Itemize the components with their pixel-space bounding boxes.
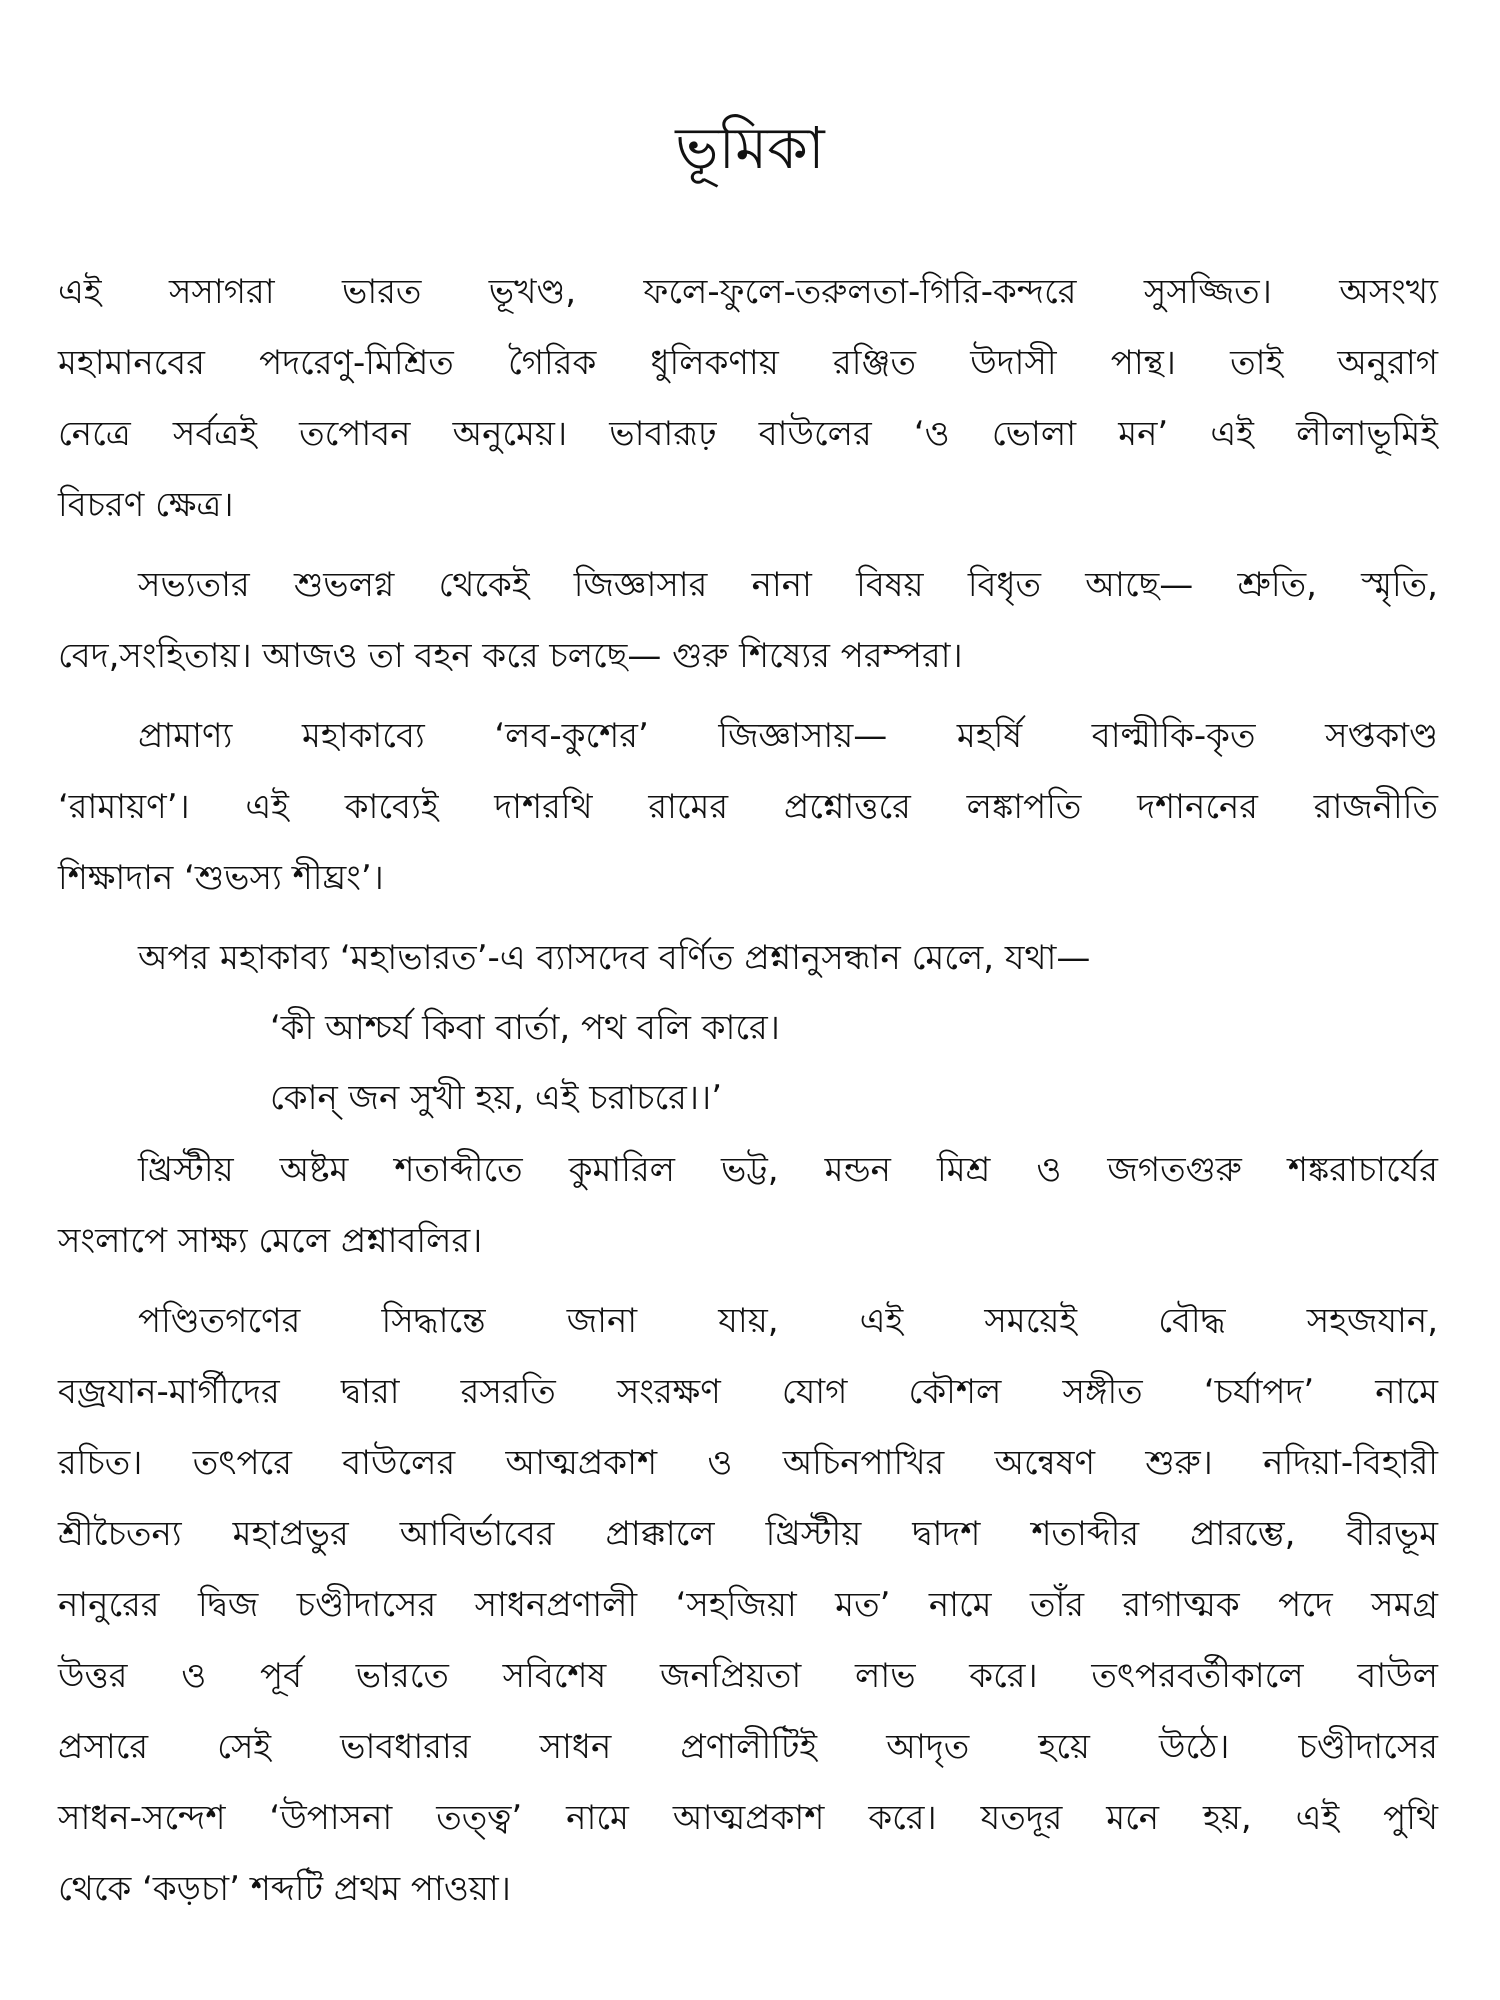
text-line: প্রসারে সেই ভাবধারার সাধন প্রণালীটিই আদৃত হয়ে উঠে। চণ্ডীদাসের — [58, 1727, 1438, 1767]
text-line: অপর মহাকাব্য ‘মহাভারত’-এ ব্যাসদেব বর্ণিত প্রশ্নানুসন্ধান মেলে, যথা— — [138, 938, 1091, 978]
text-line: খ্রিস্টীয় অষ্টম শতাব্দীতে কুমারিল ভট্ট, মন্ডন মিশ্র ও জগতগুরু শঙ্করাচার্যের — [138, 1150, 1438, 1190]
text-line: বজ্রযান-মার্গীদের দ্বারা রসরতি সংরক্ষণ যোগ কৌশল সঙ্গীত ‘চর্যাপদ’ নামে — [58, 1372, 1438, 1412]
text-line: মহামানবের পদরেণু-মিশ্রিত গৈরিক ধুলিকণায় রঞ্জিত উদাসী পান্থ। তাই অনুরাগ — [58, 343, 1438, 383]
text-line: থেকে ‘কড়চা’ শব্দটি প্রথম পাওয়া। — [58, 1869, 511, 1909]
text-line: শিক্ষাদান ‘শুভস্য শীঘ্রং’। — [58, 858, 384, 898]
text-line: সংলাপে সাক্ষ্য মেলে প্রশ্নাবলির। — [58, 1221, 483, 1261]
text-line: সাধন-সন্দেশ ‘উপাসনা তত্ত্ব’ নামে আত্মপ্রকাশ করে। যতদূর মনে হয়, এই পুথি — [58, 1798, 1438, 1838]
text-line: বেদ,সংহিতায়। আজও তা বহন করে চলছে— গুরু শিষ্যের পরম্পরা। — [58, 636, 963, 676]
text-line: সভ্যতার শুভলগ্ন থেকেই জিজ্ঞাসার নানা বিষয় বিধৃত আছে— শ্রুতি, স্মৃতি, — [138, 565, 1438, 605]
text-line: বিচরণ ক্ষেত্র। — [58, 485, 234, 525]
text-line: ‘রামায়ণ’। এই কাব্যেই দাশরথি রামের প্রশ্নোত্তরে লঙ্কাপতি দশাননের রাজনীতি — [58, 787, 1438, 827]
text-line: উত্তর ও পূর্ব ভারতে সবিশেষ জনপ্রিয়তা লাভ করে। তৎপরবর্তীকালে বাউল — [58, 1656, 1438, 1696]
text-line: নানুরের দ্বিজ চণ্ডীদাসের সাধনপ্রণালী ‘সহজিয়া মত’ নামে তাঁর রাগাত্মক পদে সমগ্র — [58, 1585, 1438, 1625]
text-line: নেত্রে সর্বত্রই তপোবন অনুমেয়। ভাবারূঢ় বাউলের ‘ও ভোলা মন’ এই লীলাভূমিই — [58, 414, 1438, 454]
verse-line: কোন্ জন সুখী হয়, এই চরাচরে।।’ — [270, 1078, 722, 1118]
text-line: প্রামাণ্য মহাকাব্যে ‘লব-কুশের’ জিজ্ঞাসায়— মহর্ষি বাল্মীকি-কৃত সপ্তকাণ্ড — [138, 716, 1438, 756]
text-line: শ্রীচৈতন্য মহাপ্রভুর আবির্ভাবের প্রাক্কালে খ্রিস্টীয় দ্বাদশ শতাব্দীর প্রারম্ভে, বীরভূম — [58, 1514, 1438, 1554]
verse-line: ‘কী আশ্চর্য কিবা বার্তা, পথ বলি কারে। — [270, 1008, 780, 1048]
text-line: রচিত। তৎপরে বাউলের আত্মপ্রকাশ ও অচিনপাখির অন্বেষণ শুরু। নদিয়া-বিহারী — [58, 1443, 1438, 1483]
text-line: এই সসাগরা ভারত ভূখণ্ড, ফলে-ফুলে-তরুলতা-গিরি-কন্দরে সুসজ্জিত। অসংখ্য — [58, 272, 1438, 312]
page-title: ভূমিকা — [675, 114, 825, 182]
text-line: পণ্ডিতগণের সিদ্ধান্তে জানা যায়, এই সময়েই বৌদ্ধ সহজযান, — [138, 1301, 1438, 1341]
